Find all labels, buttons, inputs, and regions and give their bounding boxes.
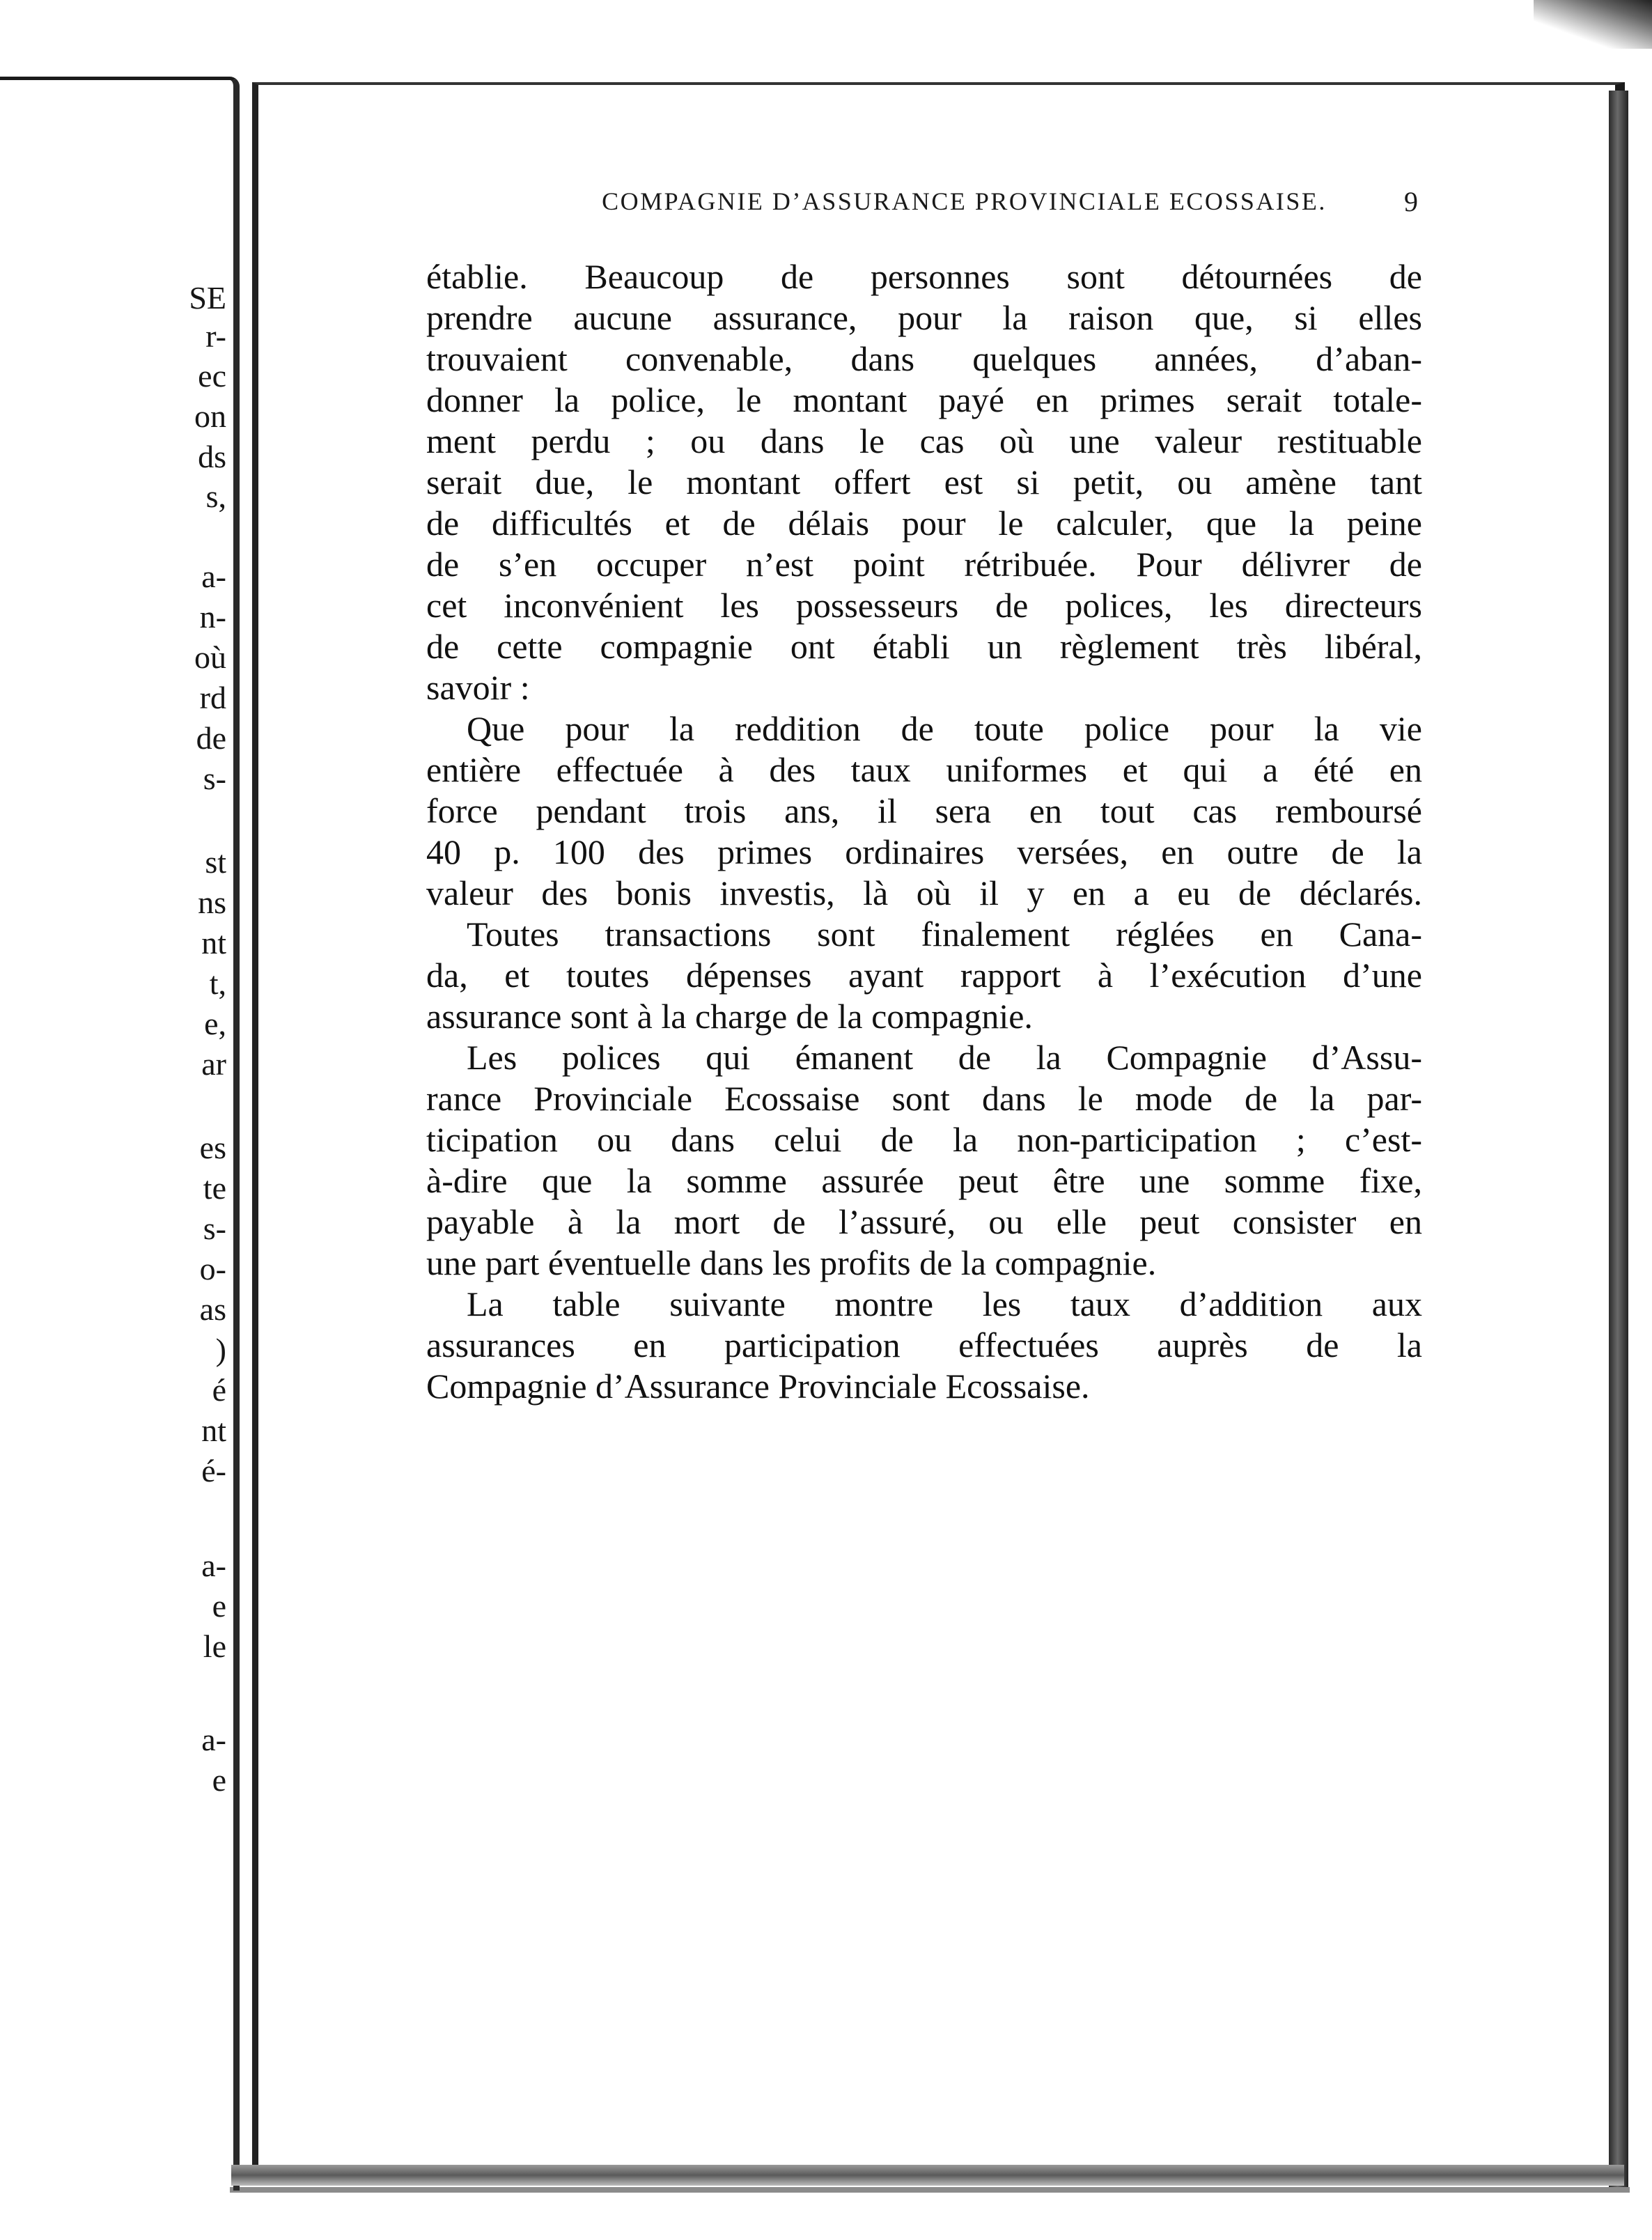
page-edge-right bbox=[1609, 91, 1628, 2187]
left-page-fragment: r- bbox=[205, 318, 226, 354]
body-text bbox=[426, 256, 1422, 1407]
text-line: à-dire que la somme assurée peut être une somme fixe, bbox=[426, 1161, 1422, 1200]
text-line: Les polices qui émanent de la Compagnie d’Assu- bbox=[467, 1038, 1422, 1077]
text-line: de s’en occuper n’est point rétribuée. Pour délivrer de bbox=[426, 545, 1422, 584]
left-page-fragment: n- bbox=[199, 599, 226, 635]
text-line: rance Provinciale Ecossaise sont dans le mode de la par- bbox=[426, 1079, 1422, 1118]
page-edge-shadow bbox=[230, 2187, 1630, 2193]
text-line: savoir : bbox=[426, 668, 530, 707]
left-page-fragment: ns bbox=[198, 885, 226, 920]
page-number: 9 bbox=[1404, 186, 1418, 217]
left-page-fragment: s- bbox=[203, 1211, 226, 1246]
text-line: da, et toutes dépenses ayant rapport à l’exécution d’une bbox=[426, 956, 1422, 995]
left-page-fragment: st bbox=[205, 844, 226, 880]
left-page-fragment: SE bbox=[189, 280, 226, 316]
text-line: ticipation ou dans celui de la non-participation ; c’est- bbox=[426, 1120, 1422, 1159]
left-page-fragment: nt bbox=[201, 1413, 226, 1448]
left-page-fragment: é bbox=[212, 1372, 226, 1408]
running-title: COMPAGNIE D’ASSURANCE PROVINCIALE ECOSSAISE. bbox=[602, 187, 1327, 215]
scan-shadow bbox=[1534, 0, 1652, 49]
left-page-fragment: a- bbox=[201, 1722, 226, 1757]
text-line: Toutes transactions sont finalement réglées en Cana- bbox=[467, 915, 1422, 954]
text-line: La table suivante montre les taux d’addition aux bbox=[467, 1284, 1422, 1323]
text-line: prendre aucune assurance, pour la raison que, si elles bbox=[426, 298, 1422, 337]
text-line: de cette compagnie ont établi un règlement très libéral, bbox=[426, 627, 1422, 666]
text-line: Que pour la reddition de toute police pour la vie bbox=[467, 709, 1422, 748]
text-line: cet inconvénient les possesseurs de polices, les directeurs bbox=[426, 586, 1422, 625]
left-page-fragment: as bbox=[199, 1291, 226, 1327]
text-line: entière effectuée à des taux uniformes et qui a été en bbox=[426, 750, 1422, 789]
left-page-fragment: rd bbox=[199, 680, 226, 715]
left-page-fragment: de bbox=[196, 720, 226, 756]
page-edge-bottom bbox=[231, 2165, 1624, 2186]
left-page-fragment: ar bbox=[201, 1046, 226, 1082]
text-line: 40 p. 100 des primes ordinaires versées, en outre de la bbox=[426, 832, 1422, 871]
left-page-fragment: é- bbox=[201, 1453, 226, 1488]
left-page-fragment: ec bbox=[198, 358, 226, 394]
text-line: force pendant trois ans, il sera en tout cas remboursé bbox=[426, 791, 1422, 830]
left-page-fragment: es bbox=[199, 1130, 226, 1165]
text-line: trouvaient convenable, dans quelques années, d’aban- bbox=[426, 339, 1422, 378]
text-line: payable à la mort de l’assuré, ou elle peut consister en bbox=[426, 1202, 1422, 1241]
left-page-fragment: ds bbox=[198, 439, 226, 474]
text-line: valeur des bonis investis, là où il y en a eu de déclarés. bbox=[426, 873, 1422, 912]
text-line: ment perdu ; ou dans le cas où une valeur restituable bbox=[426, 421, 1422, 460]
text-line: Compagnie d’Assurance Provinciale Ecossaise. bbox=[426, 1367, 1090, 1406]
left-facing-page bbox=[0, 77, 240, 2191]
text-line: serait due, le montant offert est si petit, ou amène tant bbox=[426, 462, 1422, 501]
text-line: établie. Beaucoup de personnes sont détournées de bbox=[426, 257, 1422, 296]
left-page-fragment: t, bbox=[209, 965, 226, 1001]
left-page-fragment: on bbox=[194, 398, 226, 434]
text-line: donner la police, le montant payé en primes serait totale- bbox=[426, 380, 1422, 419]
text-line: assurance sont à la charge de la compagnie. bbox=[426, 997, 1033, 1036]
left-page-fragment: a- bbox=[201, 1548, 226, 1583]
text-line: de difficultés et de délais pour le calculer, que la peine bbox=[426, 504, 1422, 543]
left-page-fragment: e bbox=[212, 1762, 226, 1798]
left-page-fragment: o- bbox=[199, 1251, 226, 1286]
left-page-fragment: le bbox=[203, 1628, 226, 1664]
left-page-fragment: a- bbox=[201, 559, 226, 594]
left-page-fragment: e bbox=[212, 1588, 226, 1624]
text-line: une part éventuelle dans les profits de la compagnie. bbox=[426, 1243, 1157, 1282]
left-page-fragment: te bbox=[203, 1170, 226, 1206]
left-page-fragment: e, bbox=[204, 1006, 226, 1041]
left-page-fragment: s, bbox=[205, 479, 226, 514]
left-page-fragment: s- bbox=[203, 761, 226, 796]
text-line: assurances en participation effectuées auprès de la bbox=[426, 1325, 1422, 1364]
left-page-fragment: ) bbox=[215, 1332, 226, 1367]
left-page-fragment: où bbox=[194, 639, 226, 675]
left-page-fragment: nt bbox=[201, 925, 226, 960]
